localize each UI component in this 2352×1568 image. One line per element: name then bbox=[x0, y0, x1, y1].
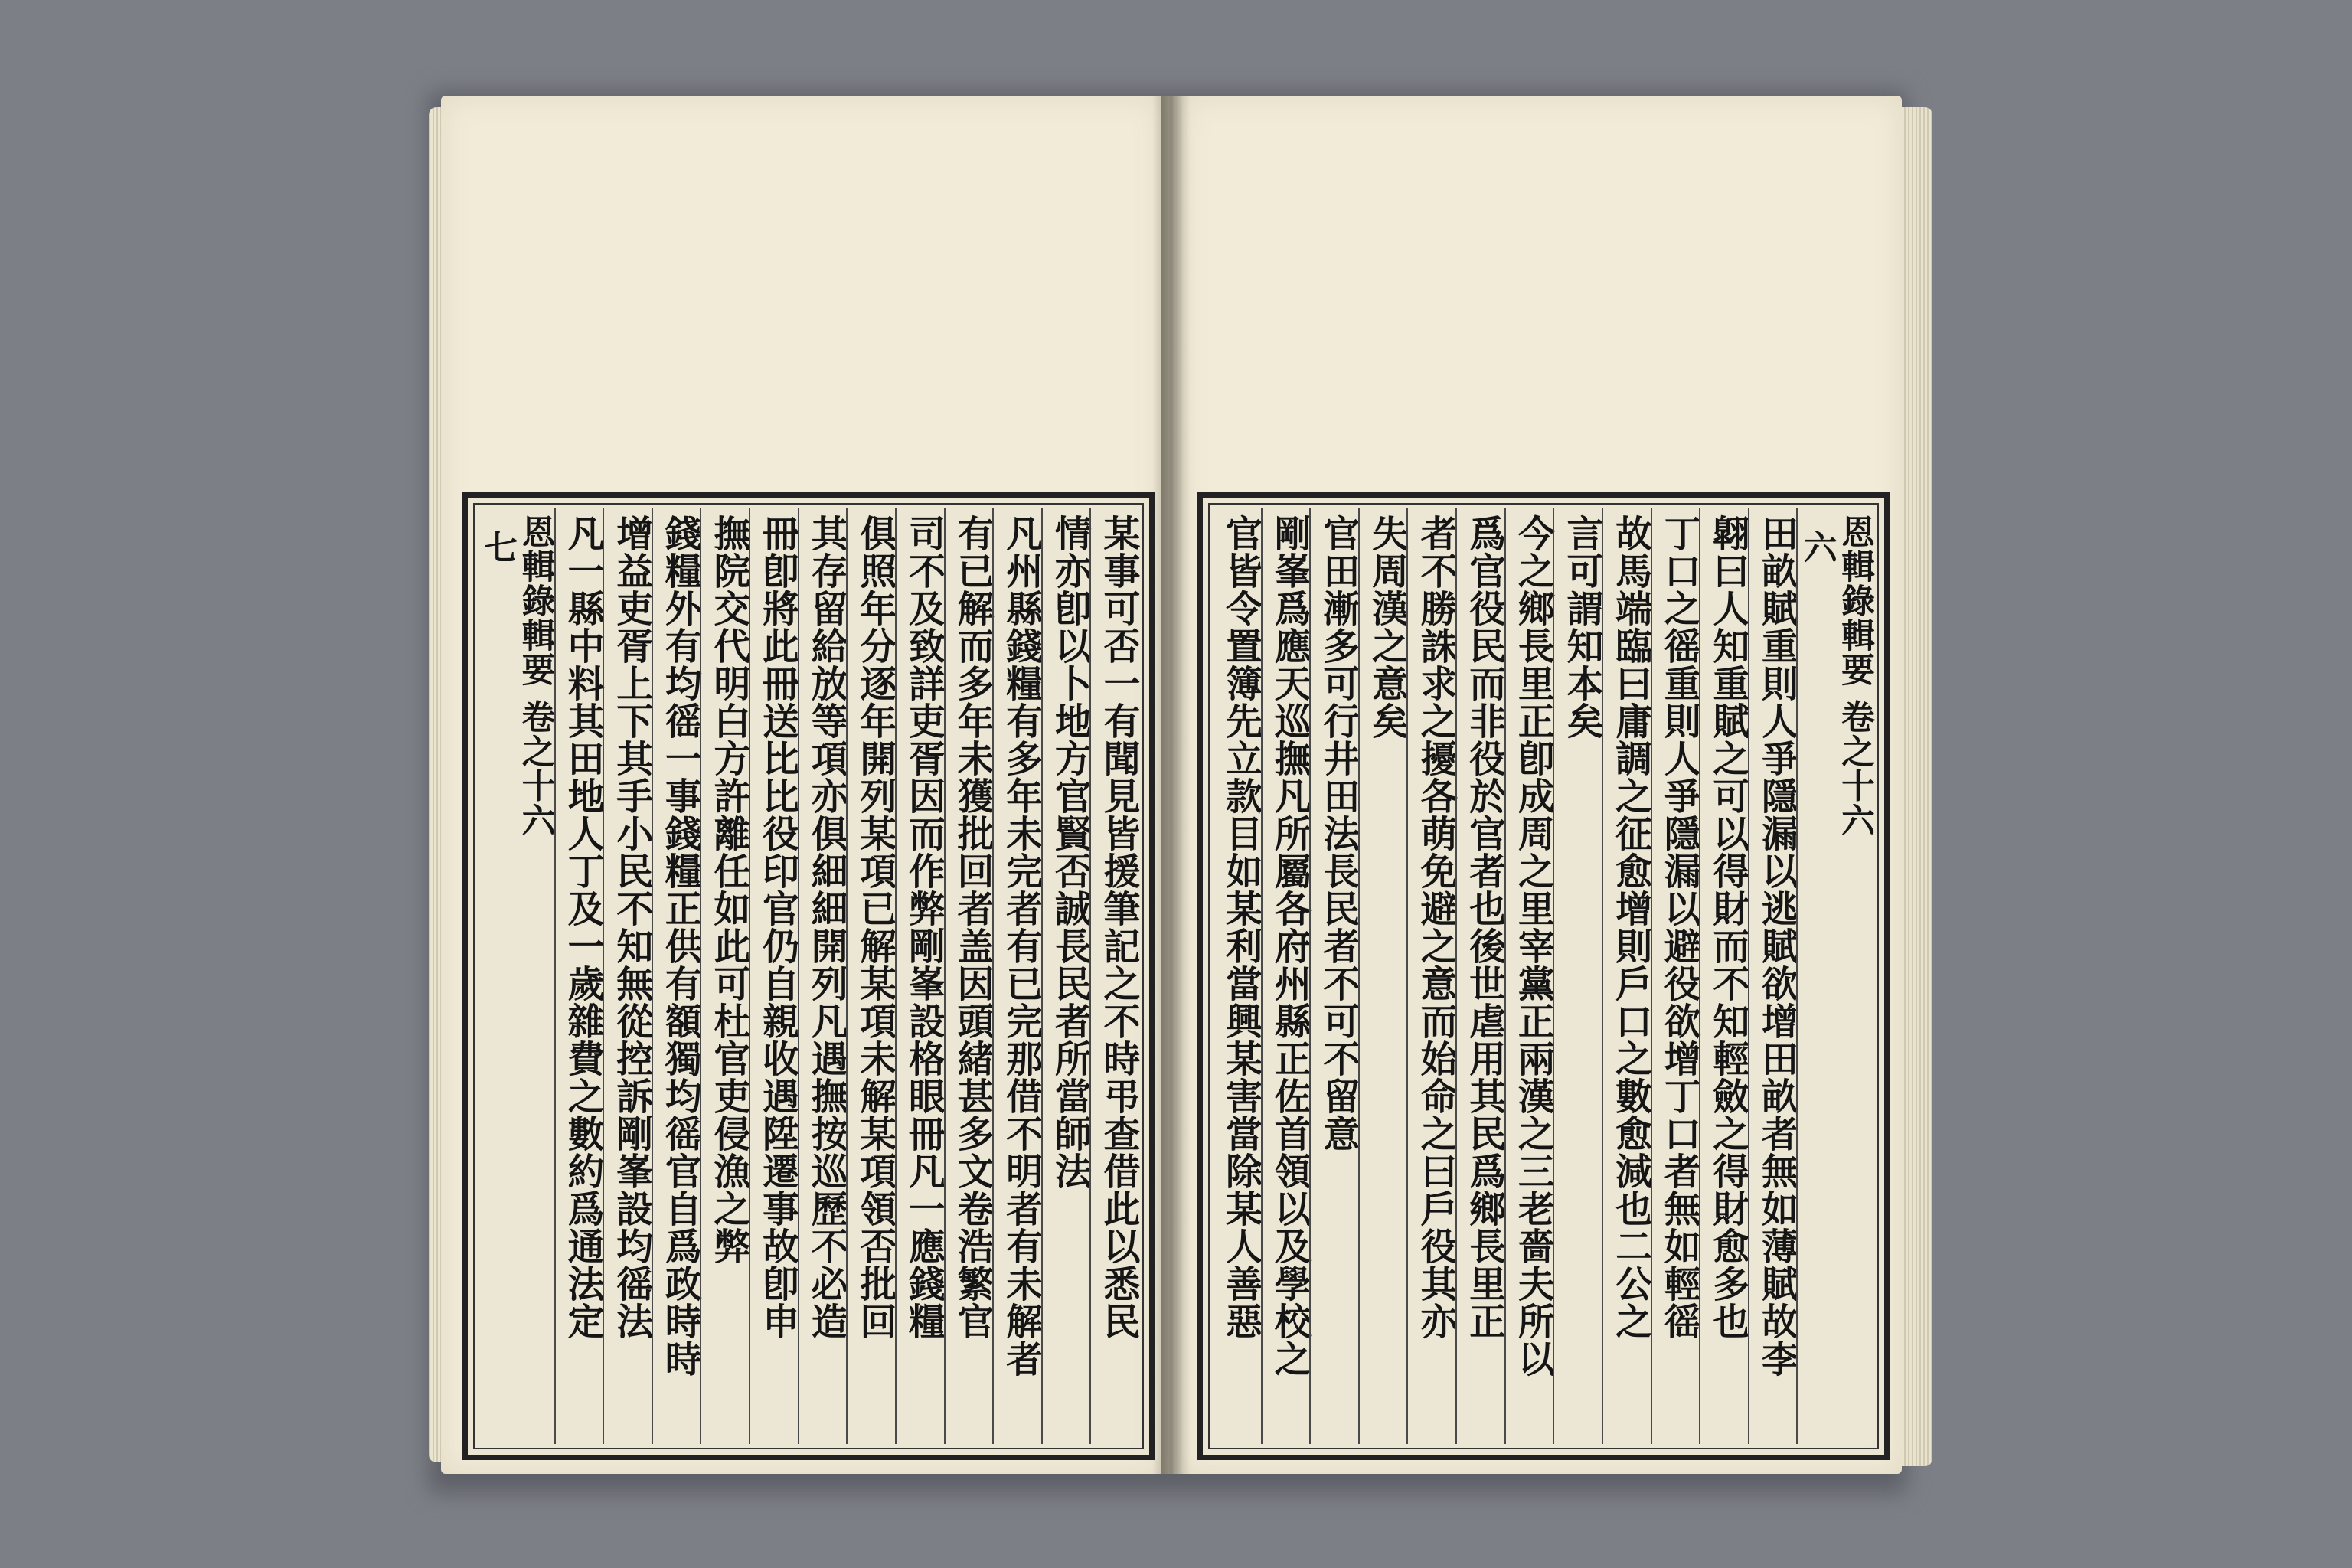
text-column: 丁口之徭重則人爭隱漏以避役欲增丁口者無如輕徭 bbox=[1651, 508, 1700, 1444]
right-text-frame bbox=[1197, 492, 1890, 1460]
text-column: 撫院交代明白方許離任如此可杜官吏侵漁之弊 bbox=[700, 508, 749, 1444]
text-column: 冊卽將此冊送比比役印官仍自親收遇陞遷事故卽申 bbox=[749, 508, 798, 1444]
text-column: 凡州縣錢糧有多年未完者有已完那借不明者有未解者 bbox=[992, 508, 1041, 1444]
text-column: 故馬端臨曰庸調之征愈增則戶口之數愈減也二公之 bbox=[1602, 508, 1651, 1444]
text-column: 官田漸多可行井田法長民者不可不留意 bbox=[1309, 508, 1358, 1444]
text-column: 某事可否一有聞見皆援筆記之不時弔查借此以悉民 bbox=[1089, 508, 1138, 1444]
left-text-columns bbox=[479, 508, 1138, 1444]
text-column: 田畝賦重則人爭隱漏以逃賦欲增田畝者無如薄賦故李 bbox=[1748, 508, 1797, 1444]
text-column: 失周漢之意矣 bbox=[1358, 508, 1407, 1444]
text-column: 其存留給放等項亦俱細細開列凡遇撫按巡歷不必造 bbox=[798, 508, 847, 1444]
text-column: 言可謂知本矣 bbox=[1553, 508, 1602, 1444]
right-page bbox=[1182, 96, 1902, 1474]
left-page bbox=[441, 96, 1161, 1474]
text-column: 凡一縣中料其田地人丁及一歲雜費之數約爲通法定 bbox=[554, 508, 603, 1444]
text-column: 官皆令置簿先立款目如某利當興某害當除某人善惡 bbox=[1219, 514, 1263, 1340]
book-title: 恩輯錄輯要 bbox=[1835, 514, 1874, 687]
page-number: 七 bbox=[478, 530, 518, 564]
text-column: 情亦卽以卜地方官賢否誠長民者所當師法 bbox=[1041, 508, 1090, 1444]
page-number: 六 bbox=[1797, 530, 1837, 564]
text-column: 有已解而多年未獲批回者盖因頭緒甚多文卷浩繁官 bbox=[944, 508, 993, 1444]
right-page-edges bbox=[1902, 107, 1932, 1466]
volume-label: 卷之十六 bbox=[515, 699, 555, 838]
right-text-columns bbox=[1214, 508, 1873, 1444]
text-column: 俱照年分逐年開列某項已解某項未解某項領否批回 bbox=[846, 508, 895, 1444]
text-column: 剛峯爲應天巡撫凡所屬各府州縣正佐首領以及學校之 bbox=[1261, 508, 1310, 1444]
text-column: 今之鄉長里正卽成周之里宰黨正兩漢之三老嗇夫所以 bbox=[1504, 508, 1553, 1444]
text-column: 錢糧外有均徭一事錢糧正供有額獨均徭官自爲政時時 bbox=[652, 508, 701, 1444]
left-text-frame bbox=[462, 492, 1155, 1460]
book-title: 恩輯錄輯要 bbox=[515, 514, 555, 687]
volume-label: 卷之十六 bbox=[1835, 699, 1874, 838]
text-column: 爲官役民而非役於官者也後世虐用其民爲鄉長里正 bbox=[1455, 508, 1504, 1444]
text-column: 司不及致詳吏胥因而作弊剛峯設格眼冊凡一應錢糧 bbox=[895, 508, 944, 1444]
right-margin-column bbox=[1796, 508, 1873, 1444]
text-column: 增益吏胥上下其手小民不知無從控訴剛峯設均徭法 bbox=[603, 508, 652, 1444]
text-column: 翺曰人知重賦之可以得財而不知輕斂之得財愈多也 bbox=[1699, 508, 1748, 1444]
text-column: 者不勝誅求之擾各萌免避之意而始命之曰戶役其亦 bbox=[1406, 508, 1455, 1444]
left-margin-column bbox=[479, 508, 554, 1444]
